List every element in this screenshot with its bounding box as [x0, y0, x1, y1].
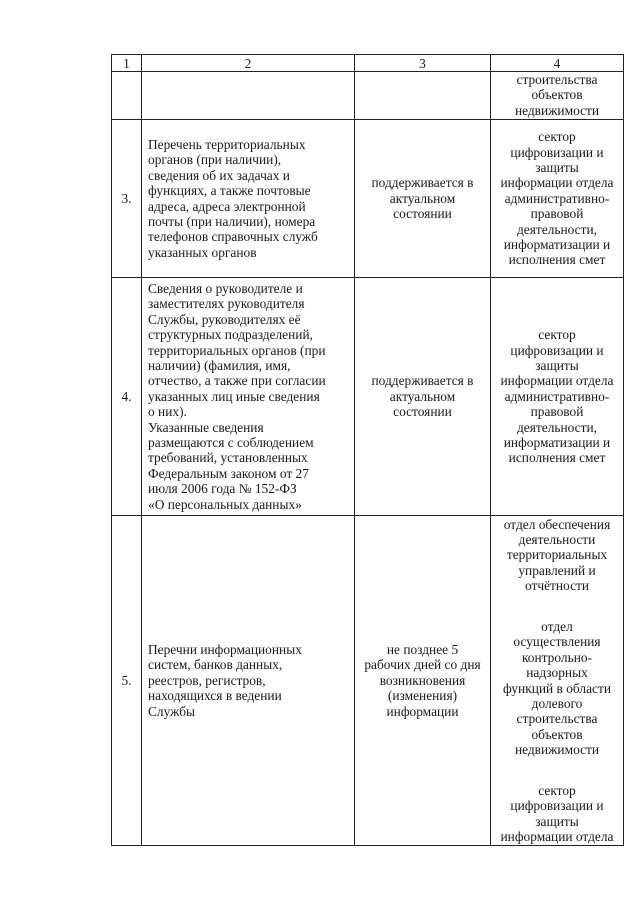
term-text: не позднее 5 рабочих дней со дня возникновения (изменения) информации: [364, 641, 481, 719]
responsible-unit: сектор цифровизации и защиты информации отдела: [500, 782, 614, 845]
row-responsible: [491, 278, 624, 516]
row-number: 3.: [112, 120, 142, 278]
header-row: [112, 55, 624, 72]
column-header-1: 1: [112, 55, 142, 72]
row-description: [142, 120, 355, 278]
row-responsible: [491, 516, 624, 846]
responsible-group: [492, 517, 622, 845]
column-header-4: 4: [491, 55, 624, 72]
description-text: Сведения о руководителе и заместителях руководителя Службы, руководителях её структурных подразделений, территориальных органов (при наличии) (фамилия, имя, отчество, а также при согласии указанных лиц иные сведения о них). Указанные сведения размещаются с соблюдением требований, установленных Федеральным законом от 27 июля 2006 года № 152-ФЗ «О персональных данных»: [148, 280, 326, 512]
responsible-text: строительства объектов недвижимости: [514, 72, 600, 118]
row-description: [142, 516, 355, 846]
column-header-2: 2: [142, 55, 355, 72]
row-term: [355, 278, 491, 516]
row-number: 5.: [112, 516, 142, 846]
row-term: [355, 516, 491, 846]
column-header-3: 3: [355, 55, 491, 72]
responsible-text: сектор цифровизации и защиты информации отдела административно- правовой деятельности, информатизации и исполнения смет: [500, 327, 614, 466]
responsible-unit: отдел осуществления контрольно- надзорных функций в области долевого строительства объектов недвижимости: [503, 618, 611, 758]
term-text: поддерживается в актуальном состоянии: [371, 373, 474, 420]
row-number: 4.: [112, 278, 142, 516]
row-term: [355, 72, 491, 120]
table-row: [112, 278, 624, 516]
document-table: [111, 54, 624, 846]
row-responsible: [491, 120, 624, 278]
row-responsible: [491, 72, 624, 120]
term-text: поддерживается в актуальном состоянии: [371, 175, 474, 222]
row-term: [355, 120, 491, 278]
table-row: [112, 120, 624, 278]
table-row: [112, 516, 624, 846]
row-number: [112, 72, 142, 120]
description-text: Перечень территориальных органов (при наличии), сведения об их задачах и функциях, а также почтовые адреса, адреса электронной почты (при наличии), номера телефонов справочных служб указанных органов: [148, 136, 318, 260]
responsible-text: сектор цифровизации и защиты информации отдела административно- правовой деятельности, информатизации и исполнения смет: [500, 129, 614, 268]
responsible-unit: отдел обеспечения деятельности территориальных управлений и отчётности: [503, 516, 611, 594]
description-text: Перечни информационных систем, банков данных, реестров, регистров, находящихся в ведении Службы: [148, 641, 302, 719]
row-description: [142, 278, 355, 516]
row-description: [142, 72, 355, 120]
table-row: [112, 72, 624, 120]
